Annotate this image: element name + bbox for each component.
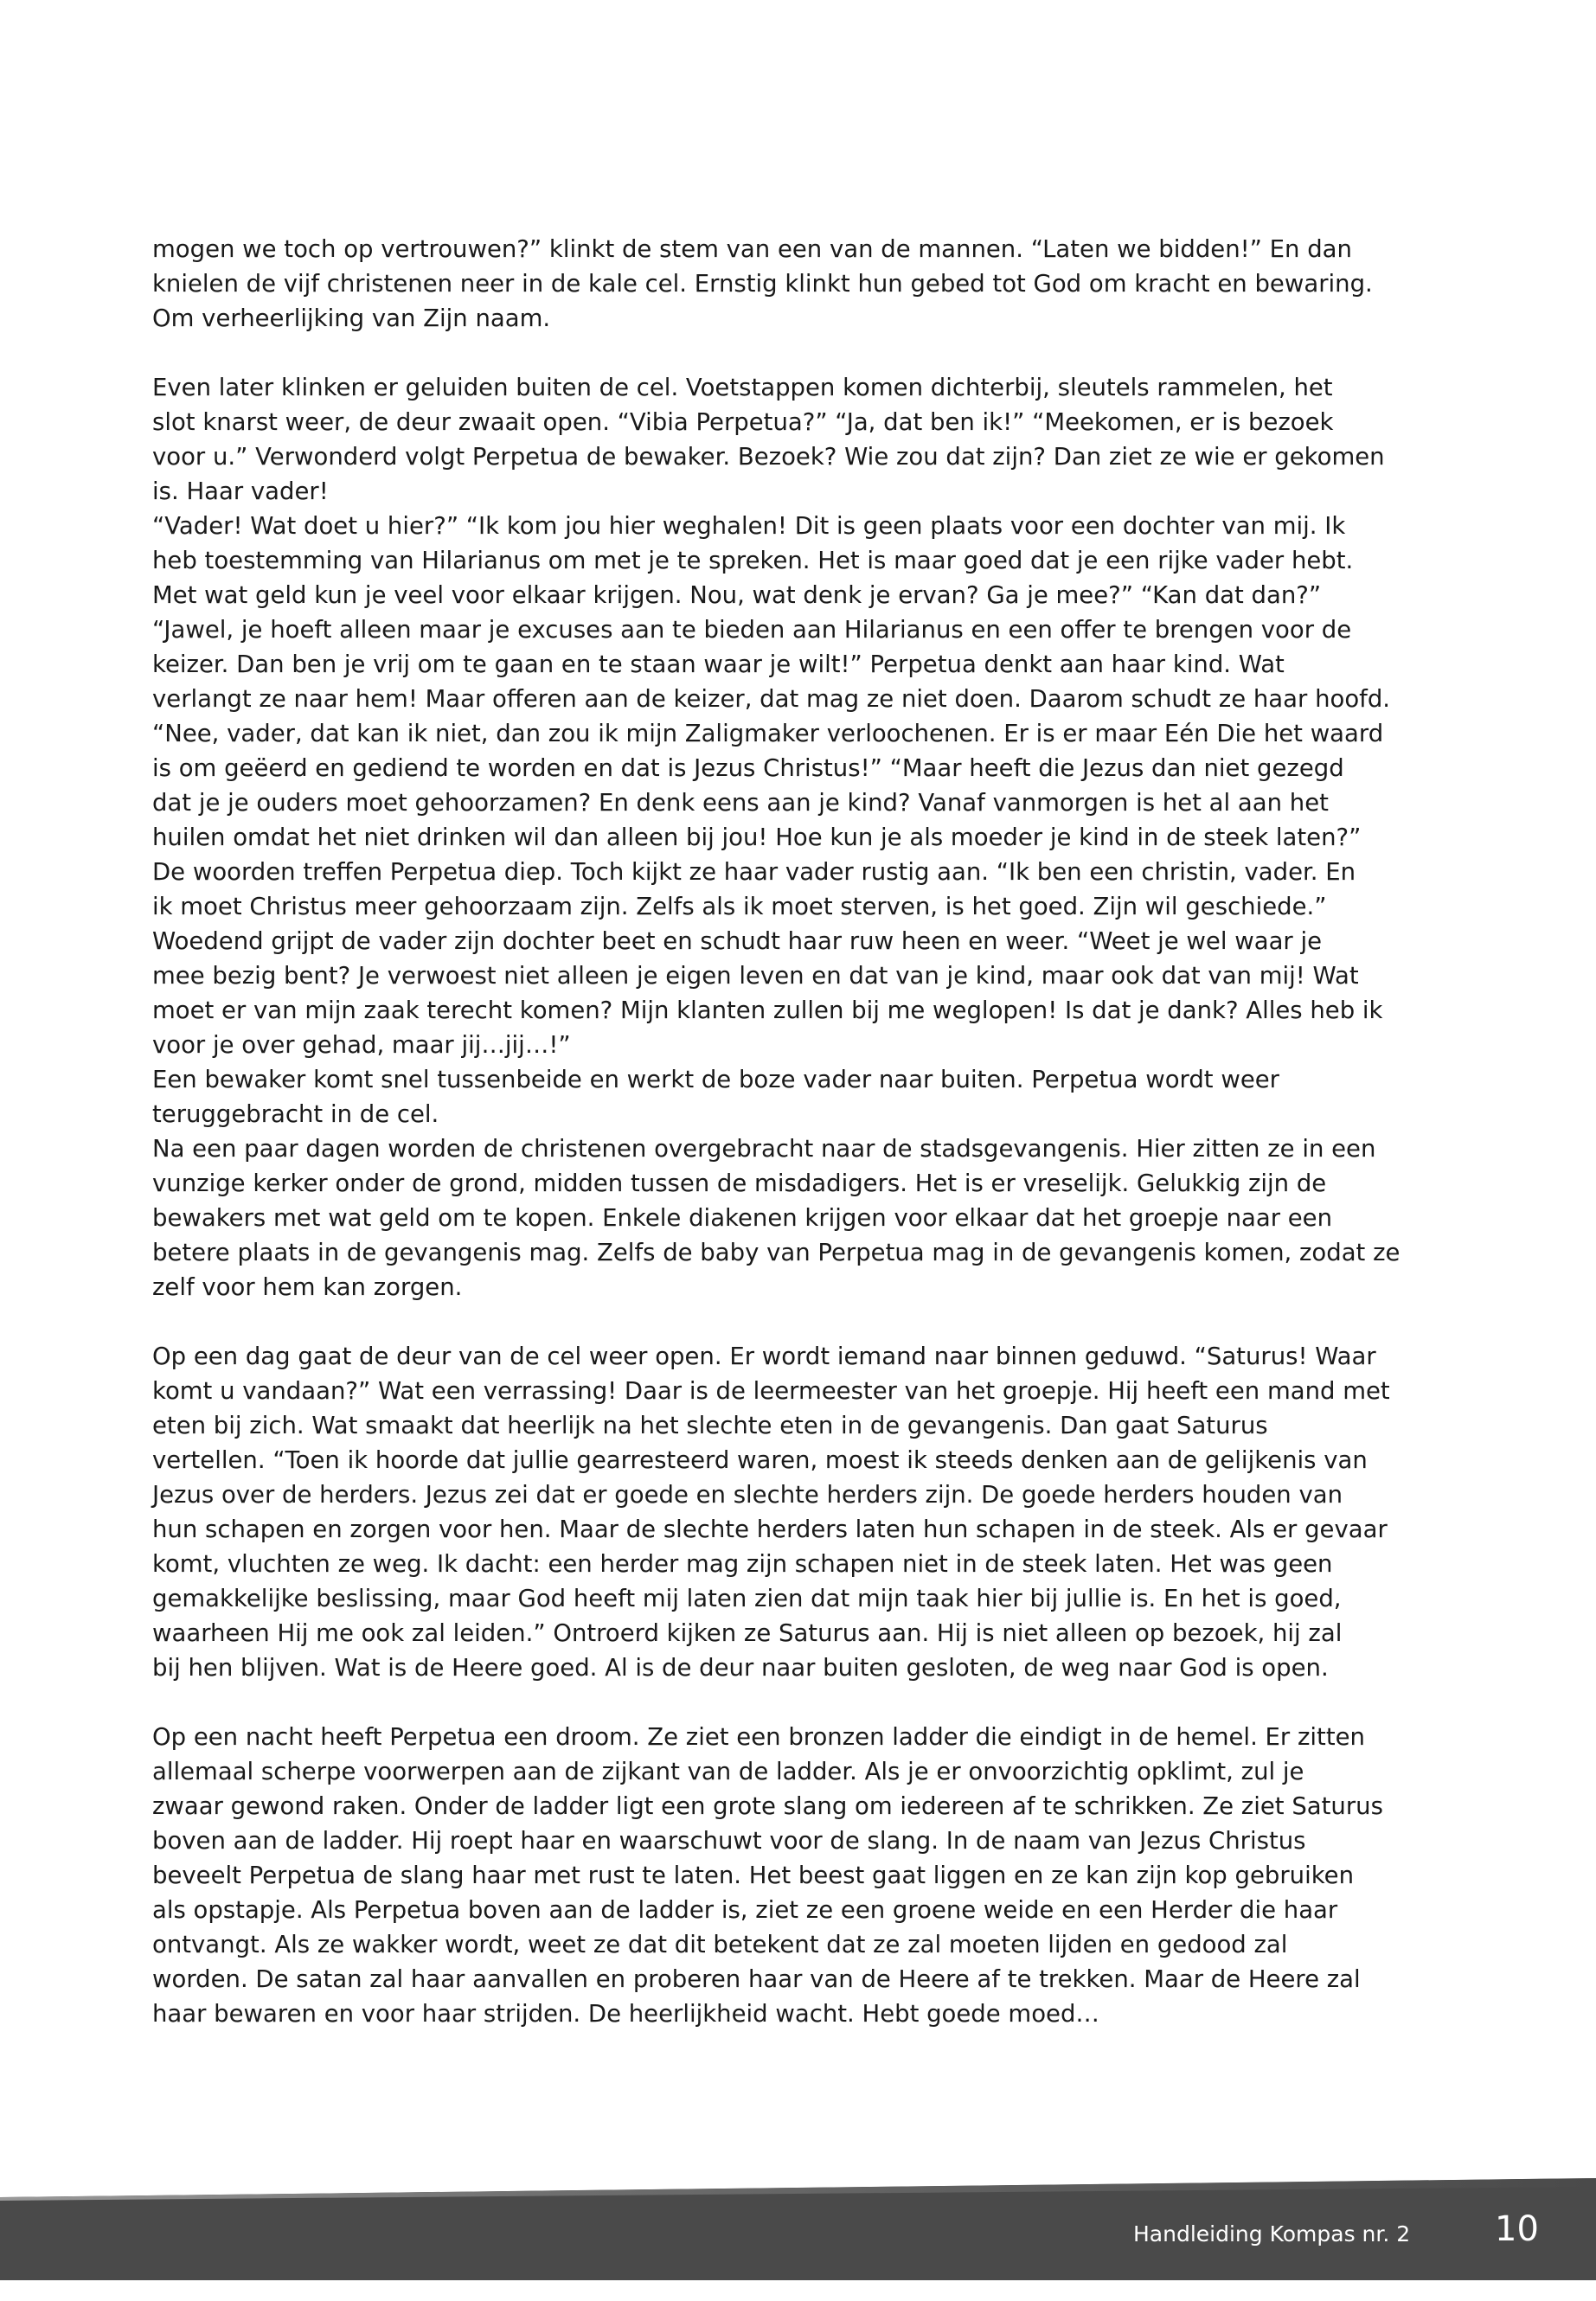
text-line: Woedend grijpt de vader zijn dochter beet en schudt haar ruw heen en weer. “Weet je wel waar je <box>152 927 1323 955</box>
paragraph <box>152 1131 1424 1304</box>
text-line: voor je over gehad, maar jij…jij…!” <box>152 1031 571 1059</box>
text-line: heb toestemming van Hilarianus om met je te spreken. Het is maar goed dat je een rijke vader hebt. <box>152 547 1354 574</box>
text-line: komt u vandaan?” Wat een verrassing! Daar is de leermeester van het groepje. Hij heeft een mand met <box>152 1377 1390 1405</box>
paragraph <box>152 370 1424 509</box>
text-line: “Vader! Wat doet u hier?” “Ik kom jou hier weghalen! Dit is geen plaats voor een dochter van mij. Ik <box>152 512 1346 540</box>
text-line: is. Haar vader! <box>152 478 329 505</box>
paragraph <box>152 1720 1424 2031</box>
text-line: als opstapje. Als Perpetua boven aan de ladder is, ziet ze een groene weide en een Herder die haar <box>152 1896 1338 1924</box>
text-line: zelf voor hem kan zorgen. <box>152 1273 463 1301</box>
text-line: teruggebracht in de cel. <box>152 1100 439 1128</box>
text-line: Op een dag gaat de deur van de cel weer open. Er wordt iemand naar binnen geduwd. “Saturus! Waar <box>152 1343 1376 1370</box>
text-line: huilen omdat het niet drinken wil dan alleen bij jou! Hoe kun je als moeder je kind in de steek laten?” <box>152 824 1362 851</box>
text-line: Na een paar dagen worden de christenen overgebracht naar de stadsgevangenis. Hier zitten ze in een <box>152 1135 1376 1163</box>
text-line: knielen de vijf christenen neer in de kale cel. Ernstig klinkt hun gebed tot God om kracht en bewaring. <box>152 270 1373 298</box>
paragraph <box>152 509 1424 1062</box>
text-line: Om verheerlijking van Zijn naam. <box>152 304 551 332</box>
text-line: beveelt Perpetua de slang haar met rust te laten. Het beest gaat liggen en ze kan zijn kop gebruiken <box>152 1862 1355 1889</box>
text-line: haar bewaren en voor haar strijden. De heerlijkheid wacht. Hebt goede moed… <box>152 2000 1099 2028</box>
footer-title: Handleiding Kompas nr. 2 <box>1133 2221 1411 2247</box>
text-line: dat je je ouders moet gehoorzamen? En denk eens aan je kind? Vanaf vanmorgen is het al aan het <box>152 789 1329 817</box>
text-line: “Jawel, je hoeft alleen maar je excuses aan te bieden aan Hilarianus en een offer te brengen voor de <box>152 616 1352 644</box>
text-line: komt, vluchten ze weg. Ik dacht: een herder mag zijn schapen niet in de steek laten. Het was geen <box>152 1550 1333 1578</box>
paragraph <box>152 1062 1424 1131</box>
text-line: moet er van mijn zaak terecht komen? Mijn klanten zullen bij me weglopen! Is dat je dank? Alles heb ik <box>152 997 1383 1024</box>
paragraph <box>152 232 1424 336</box>
body-text <box>152 232 1424 2031</box>
paragraph <box>152 1339 1424 1685</box>
text-line: “Nee, vader, dat kan ik niet, dan zou ik mijn Zaligmaker verloochenen. Er is er maar Eén Die het waard <box>152 720 1384 747</box>
text-line: waarheen Hij me ook zal leiden.” Ontroerd kijken ze Saturus aan. Hij is niet alleen op bezoek, hij zal <box>152 1619 1343 1647</box>
text-line: Met wat geld kun je veel voor elkaar krijgen. Nou, wat denk je ervan? Ga je mee?” “Kan dat dan?” <box>152 581 1322 609</box>
text-line: mee bezig bent? Je verwoest niet alleen je eigen leven en dat van je kind, maar ook dat van mij! Wat <box>152 962 1359 990</box>
text-line: bewakers met wat geld om te kopen. Enkele diakenen krijgen voor elkaar dat het groepje naar een <box>152 1204 1333 1232</box>
text-line: De woorden treffen Perpetua diep. Toch kijkt ze haar vader rustig aan. “Ik ben een christin, vader. En <box>152 858 1356 886</box>
text-line: bij hen blijven. Wat is de Heere goed. Al is de deur naar buiten gesloten, de weg naar God is open. <box>152 1654 1329 1682</box>
text-line: ik moet Christus meer gehoorzaam zijn. Zelfs als ik moet sterven, is het goed. Zijn wil geschiede.” <box>152 893 1327 920</box>
text-line: verlangt ze naar hem! Maar offeren aan de keizer, dat mag ze niet doen. Daarom schudt ze haar hoofd. <box>152 685 1391 713</box>
text-line: voor u.” Verwonderd volgt Perpetua de bewaker. Bezoek? Wie zou dat zijn? Dan ziet ze wie er gekomen <box>152 443 1385 471</box>
text-line: vertellen. “Toen ik hoorde dat jullie gearresteerd waren, moest ik steeds denken aan de gelijkenis van <box>152 1446 1368 1474</box>
text-line: Een bewaker komt snel tussenbeide en werkt de boze vader naar buiten. Perpetua wordt weer <box>152 1066 1279 1093</box>
text-line: worden. De satan zal haar aanvallen en proberen haar van de Heere af te trekken. Maar de Heere zal <box>152 1965 1361 1993</box>
text-line: hun schapen en zorgen voor hen. Maar de slechte herders laten hun schapen in de steek. Als er gevaar <box>152 1516 1388 1543</box>
text-line: Jezus over de herders. Jezus zei dat er goede en slechte herders zijn. De goede herders houden van <box>152 1481 1343 1509</box>
text-line: boven aan de ladder. Hij roept haar en waarschuwt voor de slang. In de naam van Jezus Christus <box>152 1827 1306 1855</box>
text-line: slot knarst weer, de deur zwaait open. “Vibia Perpetua?” “Ja, dat ben ik!” “Meekomen, er is bezoek <box>152 408 1334 436</box>
text-line: gemakkelijke beslissing, maar God heeft mij laten zien dat mijn taak hier bij jullie is. En het is goed, <box>152 1585 1342 1612</box>
text-line: Op een nacht heeft Perpetua een droom. Ze ziet een bronzen ladder die eindigt in de hemel. Er zitten <box>152 1723 1365 1751</box>
text-line: vunzige kerker onder de grond, midden tussen de misdadigers. Het is er vreselijk. Gelukkig zijn de <box>152 1170 1327 1197</box>
text-line: ontvangt. Als ze wakker wordt, weet ze dat dit betekent dat ze zal moeten lijden en gedood zal <box>152 1931 1288 1958</box>
text-line: betere plaats in de gevangenis mag. Zelfs de baby van Perpetua mag in de gevangenis komen, zodat ze <box>152 1239 1401 1266</box>
text-line: Even later klinken er geluiden buiten de cel. Voetstappen komen dichterbij, sleutels rammelen, het <box>152 374 1333 401</box>
text-line: allemaal scherpe voorwerpen aan de zijkant van de ladder. Als je er onvoorzichtig opklimt, zul je <box>152 1758 1304 1785</box>
page-number: 10 <box>1495 2209 1539 2249</box>
text-line: keizer. Dan ben je vrij om te gaan en te staan waar je wilt!” Perpetua denkt aan haar kind. Wat <box>152 651 1285 678</box>
text-line: mogen we toch op vertrouwen?” klinkt de stem van een van de mannen. “Laten we bidden!” En dan <box>152 235 1352 263</box>
text-line: zwaar gewond raken. Onder de ladder ligt een grote slang om iedereen af te schrikken. Ze ziet Saturus <box>152 1792 1383 1820</box>
text-line: eten bij zich. Wat smaakt dat heerlijk na het slechte eten in de gevangenis. Dan gaat Saturus <box>152 1412 1268 1439</box>
text-line: is om geëerd en gediend te worden en dat is Jezus Christus!” “Maar heeft die Jezus dan niet gezegd <box>152 754 1344 782</box>
